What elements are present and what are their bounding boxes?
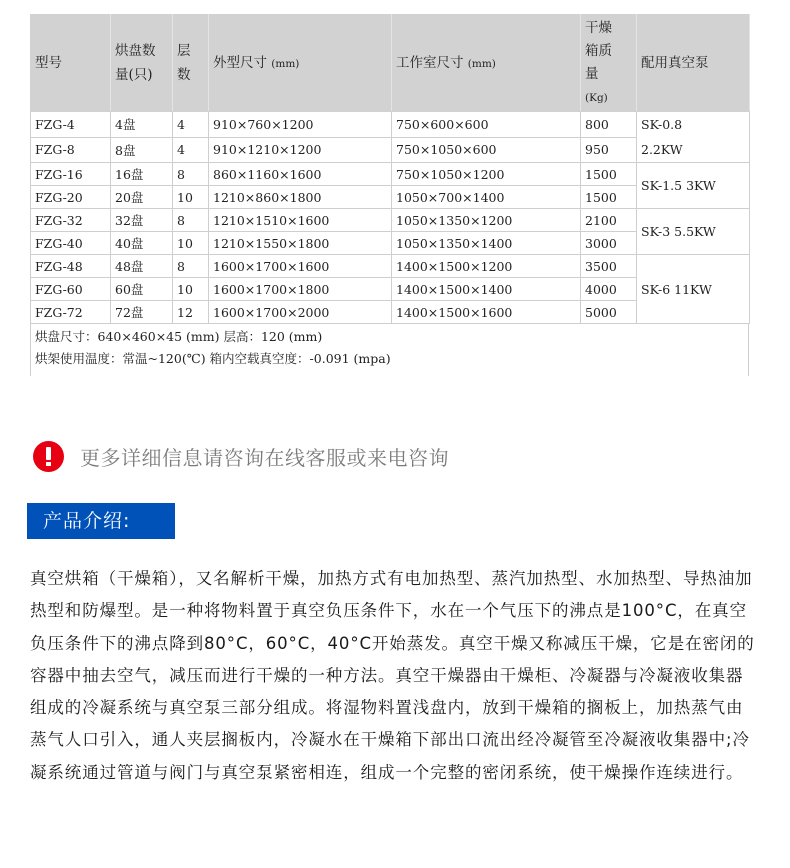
cell-weight: 800 — [581, 112, 637, 138]
cell-weight: 3000 — [581, 232, 637, 255]
cell-model: FZG-72 — [31, 301, 111, 324]
cell-model: FZG-60 — [31, 278, 111, 301]
cell-layers: 10 — [173, 186, 209, 209]
cell-chamber: 1400×1500×1400 — [392, 278, 581, 301]
spec-table — [30, 14, 750, 324]
cell-layers: 10 — [173, 278, 209, 301]
cell-outer: 1210×1510×1600 — [209, 209, 392, 232]
cell-pump: SK-1.5 3KW — [637, 163, 750, 209]
cell-pump: SK-6 11KW — [637, 255, 750, 324]
cell-outer: 860×1160×1600 — [209, 163, 392, 186]
section-title-product-intro: 产品介绍: — [27, 503, 175, 539]
cell-outer: 1210×1550×1800 — [209, 232, 392, 255]
cell-trays: 32盘 — [111, 209, 173, 232]
notice-text: 更多详细信息请咨询在线客服或来电咨询 — [80, 445, 449, 470]
cell-weight: 1500 — [581, 186, 637, 209]
cell-trays: 16盘 — [111, 163, 173, 186]
spec-table-image — [30, 14, 749, 376]
cell-layers: 8 — [173, 209, 209, 232]
table-header-row — [31, 15, 750, 112]
cell-layers: 4 — [173, 112, 209, 138]
cell-pump: SK-0.8 2.2KW — [637, 112, 750, 163]
cell-layers: 10 — [173, 232, 209, 255]
cell-chamber: 1400×1500×1600 — [392, 301, 581, 324]
cell-model: FZG-20 — [31, 186, 111, 209]
temperature-vacuum-note: 烘架使用温度：常温~120(℃) 箱内空载真空度：-0.091 (mpa) — [35, 351, 391, 366]
exclamation-circle-icon — [33, 441, 64, 472]
header-tray-qty: 烘盘数 量(只) — [111, 15, 173, 112]
spec-notes — [30, 324, 749, 376]
cell-weight: 4000 — [581, 278, 637, 301]
table-row — [31, 209, 750, 232]
cell-pump: SK-3 5.5KW — [637, 209, 750, 255]
cell-trays: 40盘 — [111, 232, 173, 255]
cell-outer: 1210×860×1800 — [209, 186, 392, 209]
cell-chamber: 1050×1350×1200 — [392, 209, 581, 232]
cell-trays: 4盘 — [111, 112, 173, 138]
header-weight: 干燥 箱质 量 (Kg) — [581, 15, 637, 112]
cell-weight: 5000 — [581, 301, 637, 324]
header-layers: 层 数 — [173, 15, 209, 112]
cell-outer: 1600×1700×1600 — [209, 255, 392, 278]
cell-trays: 48盘 — [111, 255, 173, 278]
cell-trays: 8盘 — [111, 137, 173, 163]
cell-chamber: 1050×700×1400 — [392, 186, 581, 209]
cell-trays: 60盘 — [111, 278, 173, 301]
cell-weight: 1500 — [581, 163, 637, 186]
cell-chamber: 1400×1500×1200 — [392, 255, 581, 278]
cell-model: FZG-16 — [31, 163, 111, 186]
cell-outer: 1600×1700×1800 — [209, 278, 392, 301]
contact-notice — [33, 440, 449, 472]
cell-model: FZG-4 — [31, 112, 111, 138]
cell-model: FZG-40 — [31, 232, 111, 255]
cell-chamber: 1050×1350×1400 — [392, 232, 581, 255]
table-row — [31, 112, 750, 138]
cell-layers: 4 — [173, 137, 209, 163]
tray-size-note: 烘盘尺寸：640×460×45 (mm) 层高：120 (mm) — [35, 329, 323, 344]
header-pump: 配用真空泵 — [637, 15, 750, 112]
cell-layers: 8 — [173, 163, 209, 186]
cell-outer: 1600×1700×2000 — [209, 301, 392, 324]
cell-outer: 910×760×1200 — [209, 112, 392, 138]
cell-layers: 8 — [173, 255, 209, 278]
cell-trays: 20盘 — [111, 186, 173, 209]
product-intro-paragraph: 真空烘箱（干燥箱），又名解析干燥，加热方式有电加热型、蒸汽加热型、水加热型、导热油加热型和防爆型。是一种将物料置于真空负压条件下，水在一个气压下的沸点是100°C，在真空负压条件下的沸点降到80°C，60°C，40°C开始蒸发。真空干燥又称减压干燥，它是在密闭的容器中抽去空气，减压而进行干燥的一种方法。真空干燥器由干燥柜、冷凝器与冷凝液收集器组成的冷凝系统与真空泵三部分组成。将湿物料置浅盘内，放到干燥箱的搁板上，加热蒸气由蒸气人口引入，通人夹层搁板内，冷凝水在干燥箱下部出口流出经冷凝管至冷凝液收集器中;冷凝系统通过管道与阀门与真空泵紧密相连，组成一个完整的密闭系统，使干燥操作连续进行。 — [30, 569, 755, 782]
cell-trays: 72盘 — [111, 301, 173, 324]
cell-layers: 12 — [173, 301, 209, 324]
cell-model: FZG-32 — [31, 209, 111, 232]
cell-model: FZG-48 — [31, 255, 111, 278]
cell-weight: 2100 — [581, 209, 637, 232]
cell-weight: 950 — [581, 137, 637, 163]
cell-weight: 3500 — [581, 255, 637, 278]
cell-model: FZG-8 — [31, 137, 111, 163]
cell-outer: 910×1210×1200 — [209, 137, 392, 163]
cell-chamber: 750×1050×1200 — [392, 163, 581, 186]
header-model: 型号 — [31, 15, 111, 112]
cell-chamber: 750×600×600 — [392, 112, 581, 138]
table-row — [31, 255, 750, 278]
cell-chamber: 750×1050×600 — [392, 137, 581, 163]
table-row — [31, 163, 750, 186]
header-chamber-size: 工作室尺寸 (mm) — [392, 15, 581, 112]
header-outer-size: 外型尺寸 (mm) — [209, 15, 392, 112]
